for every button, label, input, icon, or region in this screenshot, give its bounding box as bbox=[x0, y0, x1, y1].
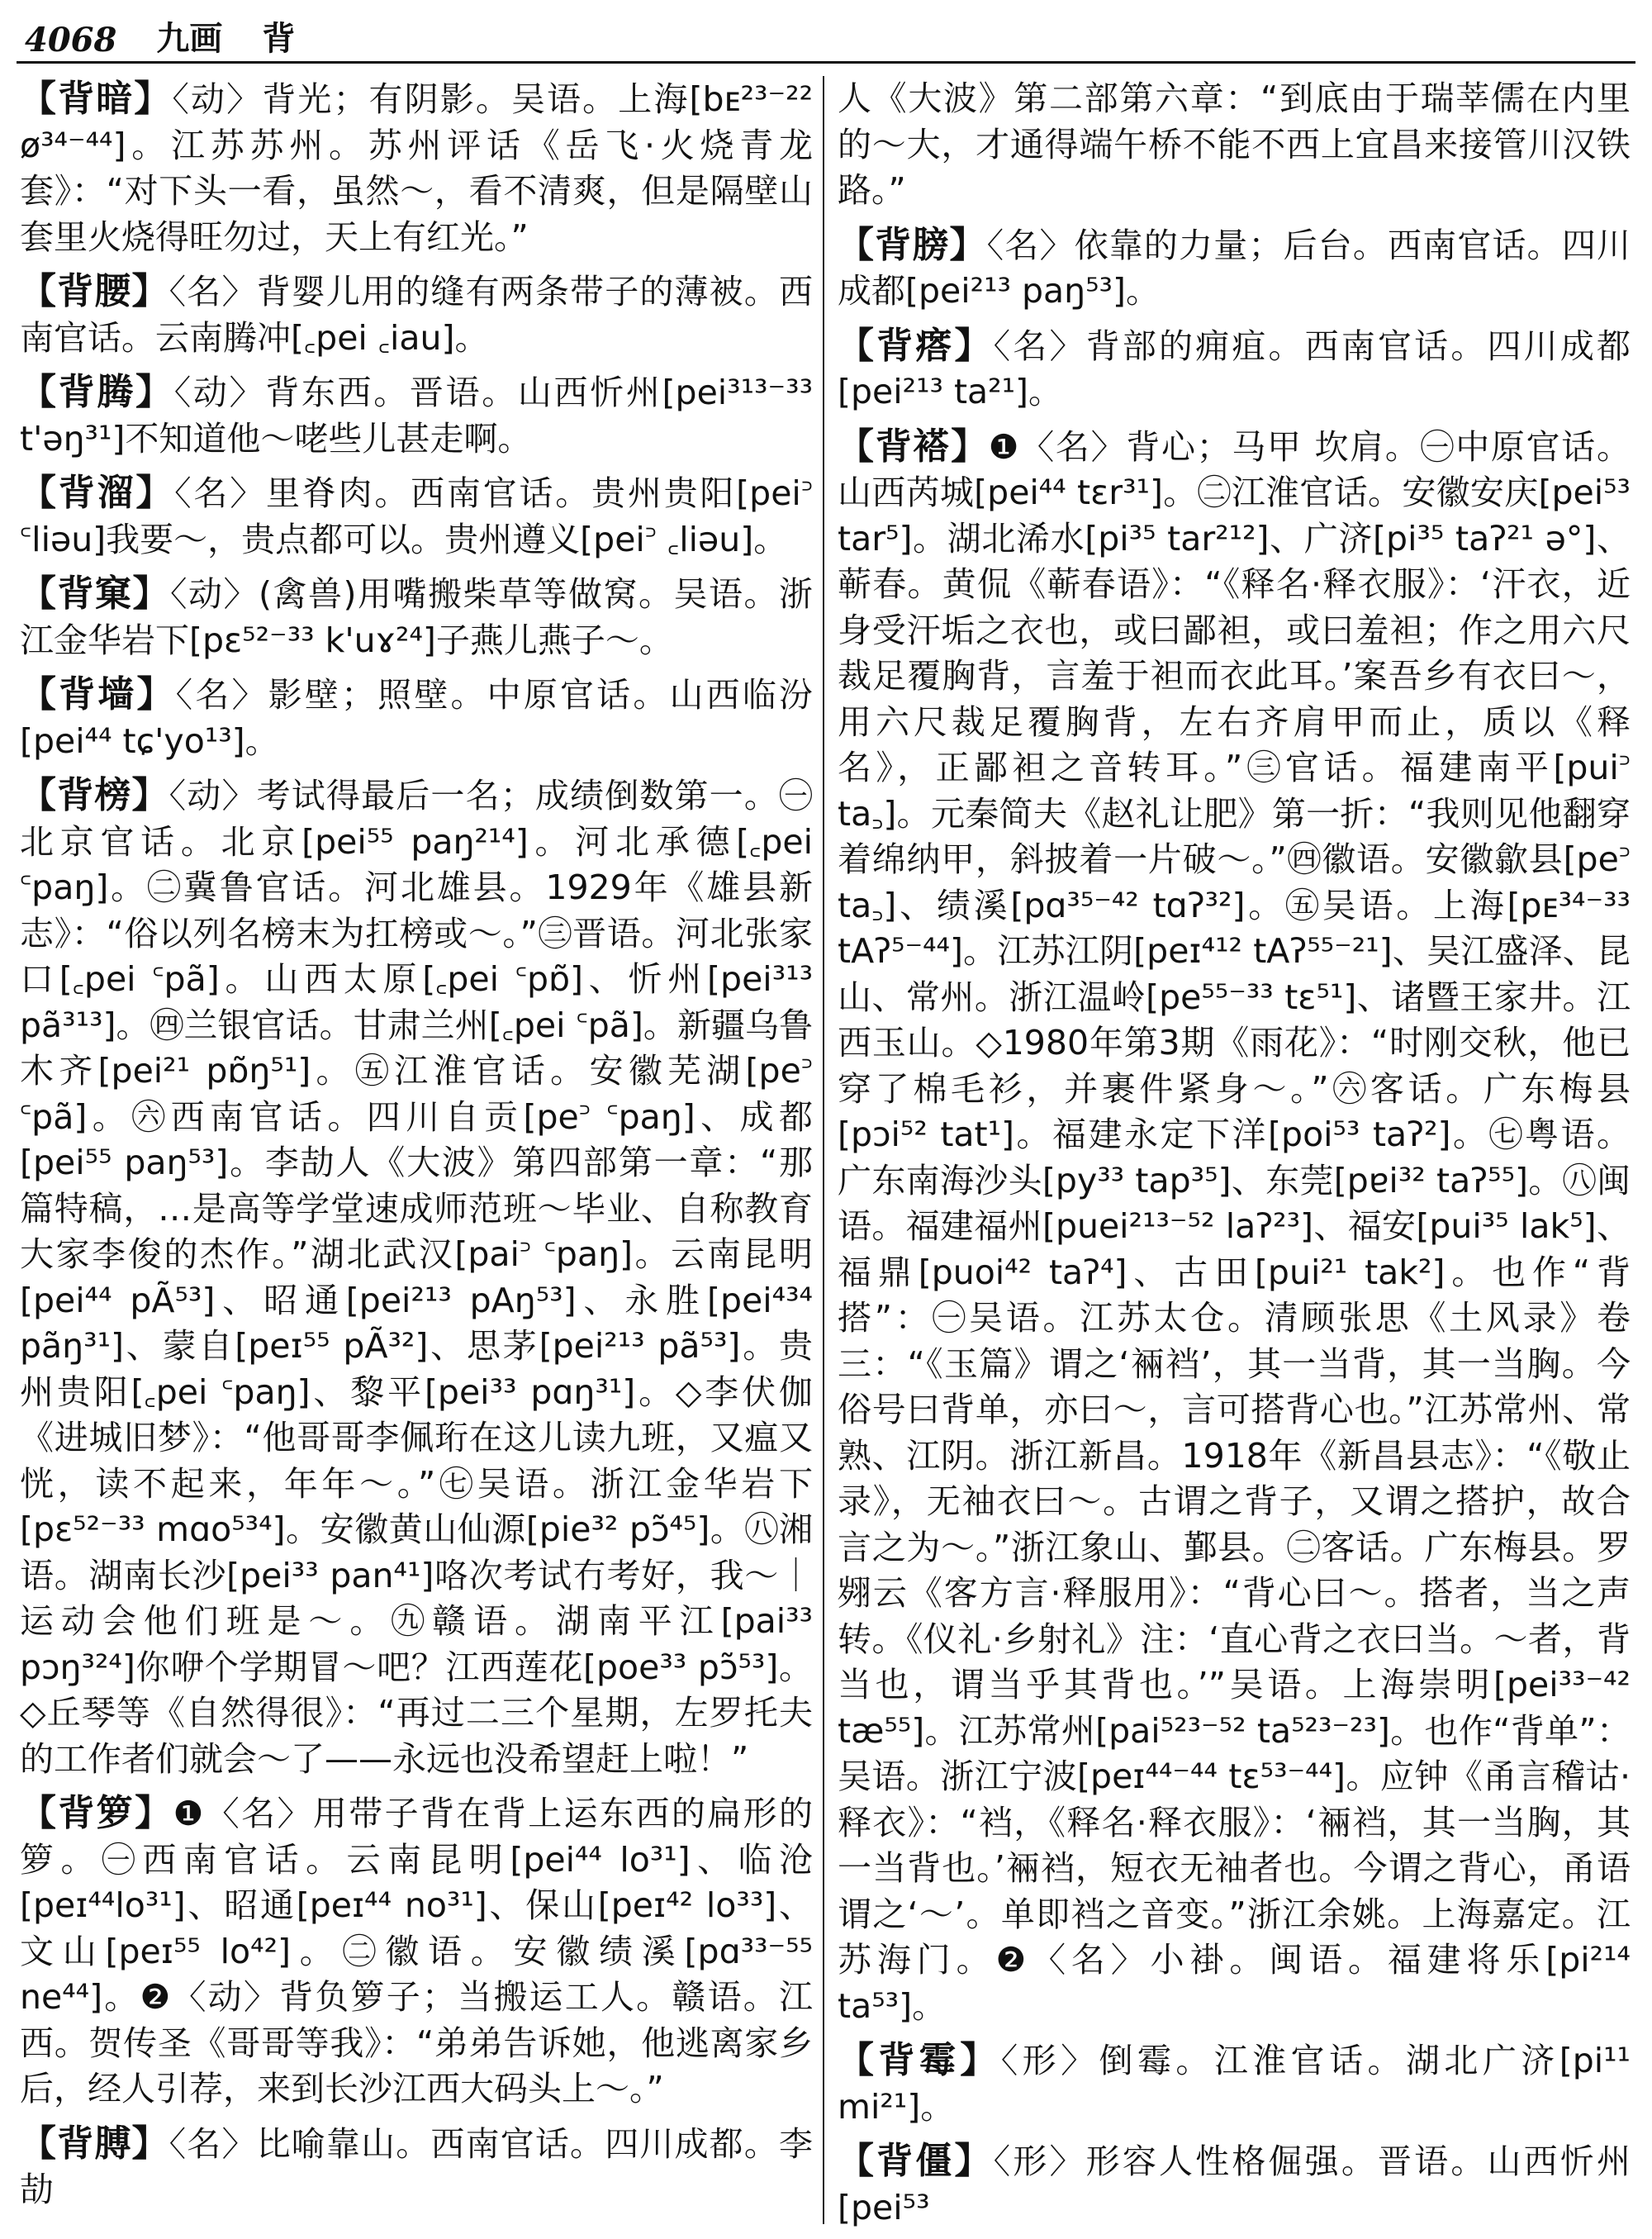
entry-headword: 【背褡】 bbox=[838, 425, 989, 468]
dictionary-entry bbox=[20, 772, 813, 1782]
header-rule bbox=[17, 61, 1635, 64]
entry-headword: 【背僵】 bbox=[838, 2140, 994, 2182]
entry-definition: 〈名〉依靠的力量；后台。西南官话。四川成都[pei²¹³ paŋ⁵³]。 bbox=[838, 225, 1631, 311]
entry-headword: 【背暗】 bbox=[20, 78, 173, 120]
entry-headword: 【背腰】 bbox=[20, 270, 169, 312]
entry-headword: 【背箩】 bbox=[20, 1792, 173, 1834]
dictionary-entry bbox=[20, 571, 813, 663]
entry-headword: 【背膀】 bbox=[838, 223, 987, 266]
dictionary-entry bbox=[20, 1790, 813, 2113]
entry-definition: ❶〈名〉背心；马甲 坎肩。㊀中原官话。山西芮城[pei⁴⁴ tɛr³¹]。㊁江淮官话。安徽安庆[pei⁵³ tar⁵]。湖北浠水[pi³⁵ tar²¹²]、广济[pi³⁵ taʔ²¹ ə°]、蕲春。黄侃《蕲春语》：“《释名·释衣服》：‘汗衣，近身受汗垢之衣也，或曰鄙袒，或曰羞袒；作之用六尺裁足覆胸背，言羞于袒而衣此耳。’案吾乡有衣曰～，用六尺裁足覆胸背，左右齐肩甲而止，质以《释名》，正鄙袒之音转耳。”㊂官话。福建南平[pui꜄ ta꜆]。元秦简夫《赵礼让肥》第一折：“我则见他翻穿着绵纳甲，斜披着一片破～。”㊃徽语。安徽歙县[pe꜄ ta꜆]、绩溪[pɑ³⁵⁻⁴² tɑʔ³²]。㊄吴语。上海[pᴇ³⁴⁻³³ tAʔ⁵⁻⁴⁴]。江苏江阴[peɪ⁴¹² tAʔ⁵⁵⁻²¹]、吴江盛泽、昆山、常州。浙江温岭[pe⁵⁵⁻³³ tɛ⁵¹]、诸暨王家井。江西玉山。◇1980年第3期《雨花》：“时刚交秋，他已穿了棉毛衫，并裹件紧身～。”㊅客话。广东梅县[pɔi⁵² tat¹]。福建永定下洋[poi⁵³ taʔ²]。㊆粤语。广东南海沙头[py³³ tap³⁵]、东莞[pɐi³² taʔ⁵⁵]。㊇闽语。福建福州[puei²¹³⁻⁵² laʔ²³]、福安[pui³⁵ lak⁵]、福鼎[puoi⁴² taʔ⁴]、古田[pui²¹ tak²]。也作“背搭”：㊀吴语。江苏太仓。清顾张思《土风录》卷三：“《玉篇》谓之‘裲裆’，其一当背，其一当胸。今俗号曰背单，亦曰～，言可搭背心也。”江苏常州、常熟、江阴。浙江新昌。1918年《新昌县志》：“《敬止录》，无袖衣曰～。古谓之背子，又谓之搭护，故合言之为～。”浙江象山、鄞县。㊁客话。广东梅县。罗翙云《客方言·释服用》：“背心曰～。搭者，当之声转。《仪礼·乡射礼》注：‘直心背之衣曰当。～者，背当也，谓当乎其背也。’”吴语。上海崇明[pei³³⁻⁴² tæ⁵⁵]。江苏常州[pai⁵²³⁻⁵² ta⁵²³⁻²³]。也作“背单”：吴语。浙江宁波[peɪ⁴⁴⁻⁴⁴ tɛ⁵³⁻⁴⁴]。应钟《甬言稽诂·释衣》：“裆，《释名·释衣服》：‘裲裆，其一当胸，其一当背也。’裲裆，短衣无袖者也。今谓之背心，甬语谓之‘～’。单即裆之音变。”浙江余姚。上海嘉定。江苏海门。❷〈名〉小褂。闽语。福建将乐[pi²¹⁴ ta⁵³]。 bbox=[838, 426, 1631, 2026]
entry-definition: 〈动〉背东西。晋语。山西忻州[pei³¹³⁻³³ t'əŋ³¹]不知道他～咾些儿甚走啊。 bbox=[20, 373, 814, 459]
dictionary-entry bbox=[838, 424, 1631, 2030]
entry-headword: 【背腾】 bbox=[20, 371, 174, 413]
entry-definition: 〈名〉影壁；照壁。中原官话。山西临汾[pei⁴⁴ tɕ'yo¹³]。 bbox=[20, 675, 814, 761]
dictionary-entry bbox=[838, 222, 1631, 315]
dictionary-entry bbox=[20, 2121, 813, 2213]
entry-headword: 【背霉】 bbox=[838, 2039, 1001, 2081]
entry-definition: 〈动〉背光；有阴影。吴语。上海[bᴇ²³⁻²² ø³⁴⁻⁴⁴]。江苏苏州。苏州评话《岳飞·火烧青龙套》：“对下头一看，虽然～，看不清爽，但是隔壁山套里火烧得旺勿过，天上有红光。” bbox=[20, 79, 814, 257]
entry-continuation: 人《大波》第二部第六章：“到底由于瑞莘儒在内里的～大，才通得端午桥不能不西上宜昌来接管川汉铁路。” bbox=[838, 78, 1631, 210]
page-header bbox=[25, 7, 1627, 59]
entry-definition: 〈名〉比喻靠山。西南官话。四川成都。李劼 bbox=[20, 2123, 814, 2209]
entry-definition: 〈名〉背婴儿用的缝有两条带子的薄被。西南官话。云南腾冲[꜀pei ꜀iau]。 bbox=[20, 272, 814, 358]
dictionary-entry bbox=[20, 369, 813, 462]
left-column bbox=[20, 76, 813, 2222]
entry-headword: 【背榜】 bbox=[20, 774, 169, 816]
dictionary-entry bbox=[838, 323, 1631, 416]
page-number: 4068 bbox=[25, 21, 117, 59]
section-label: 九画 bbox=[156, 20, 223, 58]
header-character: 背 bbox=[262, 20, 296, 58]
entry-definition: 〈动〉(禽兽)用嘴搬柴草等做窝。吴语。浙江金华岩下[pɛ⁵²⁻³³ k'uɤ²⁴]子燕儿燕子～。 bbox=[20, 574, 813, 660]
entry-headword: 【背瘩】 bbox=[838, 324, 994, 367]
dictionary-entry bbox=[20, 470, 813, 563]
column-divider bbox=[823, 76, 824, 2224]
entry-definition: 〈形〉倒霉。江淮官话。湖北广济[pi¹¹ mi²¹]。 bbox=[838, 2041, 1631, 2127]
entry-headword: 【背窠】 bbox=[20, 573, 170, 615]
right-column bbox=[838, 76, 1631, 2239]
dictionary-entry bbox=[20, 269, 813, 361]
dictionary-entry bbox=[838, 2037, 1631, 2130]
entry-headword: 【背膊】 bbox=[20, 2122, 169, 2165]
dictionary-entry bbox=[838, 2138, 1631, 2231]
entry-headword: 【背墙】 bbox=[20, 673, 176, 715]
entry-headword: 【背溜】 bbox=[20, 472, 175, 514]
entry-definition: ❶〈名〉用带子背在背上运东西的扁形的箩。㊀西南官话。云南昆明[pei⁴⁴ lo³¹]、临沧[peɪ⁴⁴lo³¹]、昭通[peɪ⁴⁴ no³¹]、保山[peɪ⁴² lo³³]、文山[peɪ⁵⁵ lo⁴²]。㊁徽语。安徽绩溪[pɑ³³⁻⁵⁵ ne⁴⁴]。❷〈动〉背负箩子；当搬运工人。赣语。江西。贺传圣《哥哥等我》：“弟弟告诉她，他逃离家乡后，经人引荐，来到长沙江西大码头上～。” bbox=[20, 1794, 813, 2108]
entry-definition: 〈动〉考试得最后一名；成绩倒数第一。㊀北京官话。北京[pei⁵⁵ paŋ²¹⁴]。河北承德[꜀pei ꜂paŋ]。㊁冀鲁官话。河北雄县。1929年《雄县新志》：“俗以列名榜末为扛榜或～。”㊂晋语。河北张家口[꜀pei ꜂pã]。山西太原[꜀pei ꜂pɒ̃]、忻州[pei³¹³ pã³¹³]。㊃兰银官话。甘肃兰州[꜀pei ꜂pã]。新疆乌鲁木齐[pei²¹ pɒ̃ŋ⁵¹]。㊄江淮官话。安徽芜湖[pe꜄ ꜂pã]。㊅西南官话。四川自贡[pe꜄ ꜂paŋ]、成都[pei⁵⁵ paŋ⁵³]。李劼人《大波》第四部第一章：“那篇特稿，…是高等学堂速成师范班～毕业、自称教育大家李俊的杰作。”湖北武汉[pai꜄ ꜂paŋ]。云南昆明[pei⁴⁴ pÃ⁵³]、昭通[pei²¹³ pAŋ⁵³]、永胜[pei⁴³⁴ pãŋ³¹]、蒙自[peɪ⁵⁵ pÃ³²]、思茅[pei²¹³ pã⁵³]。贵州贵阳[꜀pei ꜂paŋ]、黎平[pei³³ pɑŋ³¹]。◇李伏伽《进城旧梦》：“他哥哥李佩珩在这儿读九班，又瘟又恍，读不起来，年年～。”㊆吴语。浙江金华岩下[pɛ⁵²⁻³³ mɑo⁵³⁴]。安徽黄山仙源[pie³² pɔ̃⁴⁵]。㊇湘语。湖南长沙[pei³³ pan⁴¹]咯次考试冇考好，我～｜运动会他们班是～。㊈赣语。湖南平江[pai³³ pɔŋ³²⁴]你咿个学期冒～吧？江西莲花[poe³³ pɔ̃⁵³]。◇丘琴等《自然得很》：“再过二三个星期，左罗托夫的工作者们就会～了——永远也没希望赶上啦！” bbox=[20, 776, 814, 1779]
entry-definition: 〈名〉背部的痈疽。西南官话。四川成都[pei²¹³ ta²¹]。 bbox=[838, 326, 1631, 411]
dictionary-entry bbox=[20, 76, 813, 260]
entry-definition: 〈名〉里脊肉。西南官话。贵州贵阳[pei꜄ ꜂liəu]我要～，贵点都可以。贵州遵义[pei꜄ ꜀liəu]。 bbox=[20, 473, 813, 559]
entry-definition: 〈形〉形容人性格倔强。晋语。山西忻州[pei⁵³ bbox=[838, 2142, 1631, 2227]
dictionary-entry bbox=[20, 672, 813, 764]
